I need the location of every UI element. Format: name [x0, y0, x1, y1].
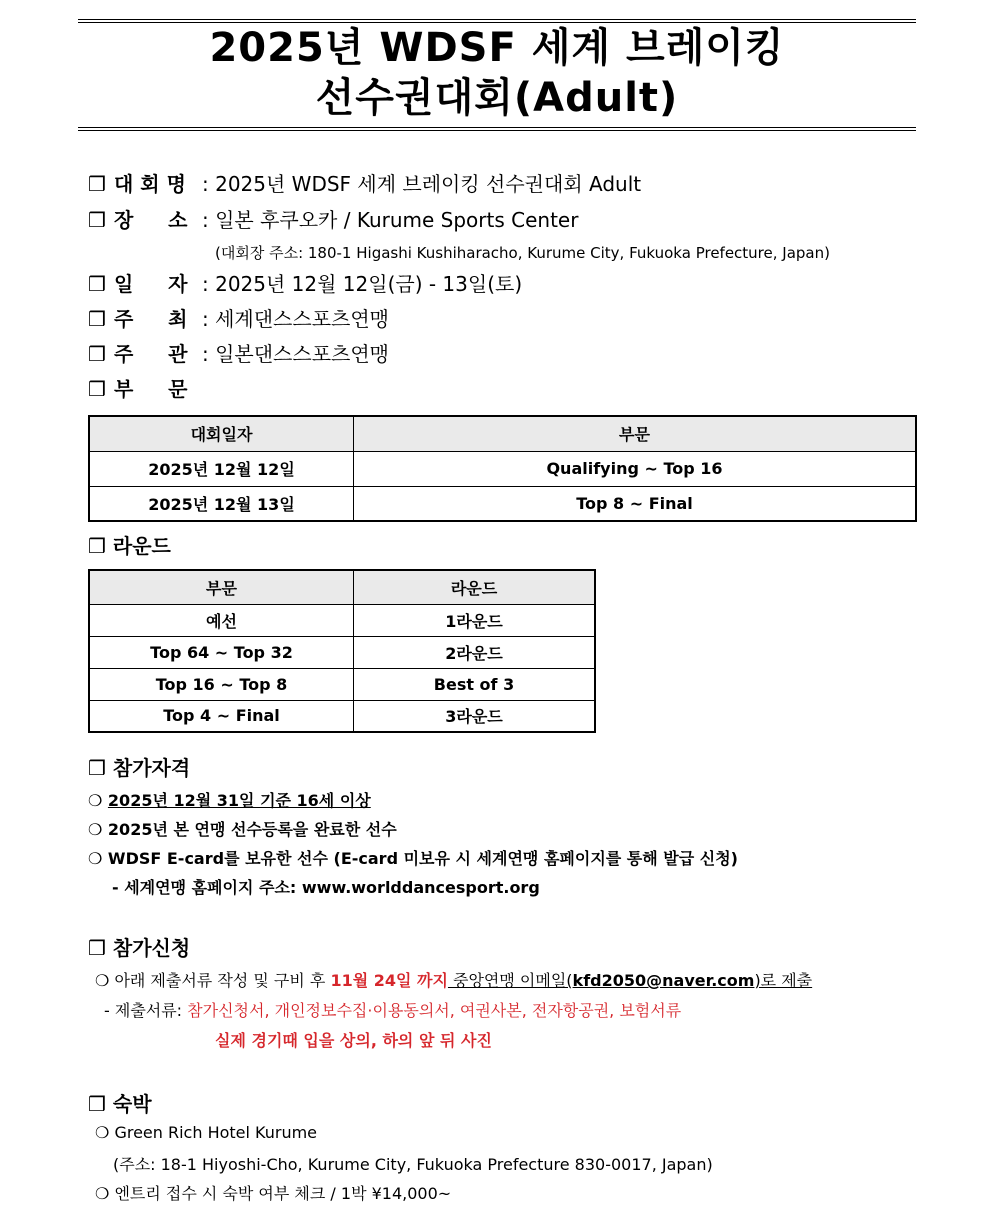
eligibility-item	[88, 788, 371, 811]
table-row	[89, 451, 916, 486]
info-label: 장 소	[114, 208, 188, 232]
info-label: 대 회 명	[114, 172, 186, 196]
venue-address: (대회장 주소: 180-1 Higashi Kushiharacho, Kurume City, Fukuoka Prefecture, Japan)	[215, 244, 830, 262]
info-label: 일 자	[114, 272, 188, 296]
circle-bullet-icon: ❍	[95, 1123, 110, 1142]
schedule-table	[88, 415, 917, 522]
round-table	[88, 569, 596, 733]
documents-label: - 제출서류:	[104, 1001, 188, 1020]
table-cell: 2025년 12월 13일	[89, 486, 354, 521]
email-link[interactable]: kfd2050@naver.com	[572, 971, 755, 990]
table-header: 부문	[354, 416, 917, 451]
table-cell: Best of 3	[354, 668, 596, 700]
square-bullet-icon: ❒	[88, 1092, 106, 1116]
eligibility-item	[88, 846, 738, 869]
info-row-division	[88, 377, 202, 401]
section-title: 라운드	[112, 534, 171, 558]
table-row	[89, 668, 595, 700]
eligibility-age: 2025년 12월 31일 기준 16세 이상	[107, 791, 371, 810]
circle-bullet-icon: ❍	[88, 820, 103, 839]
square-bullet-icon: ❒	[88, 534, 106, 558]
application-heading	[88, 932, 190, 961]
table-cell: 3라운드	[354, 700, 596, 732]
title-block	[78, 19, 916, 131]
table-cell: Top 64 ~ Top 32	[89, 636, 354, 668]
info-row-organizer	[88, 342, 389, 366]
info-value: : 일본 후쿠오카 / Kurume Sports Center	[202, 208, 579, 232]
table-cell: 예선	[89, 604, 354, 636]
info-value: : 2025년 WDSF 세계 브레이킹 선수권대회 Adult	[202, 172, 642, 196]
title-line-2: 선수권대회(Adult)	[315, 75, 679, 121]
square-bullet-icon: ❒	[88, 936, 106, 960]
table-cell: Qualifying ~ Top 16	[354, 451, 917, 486]
application-text: 아래 제출서류 작성 및 구비 후	[114, 971, 331, 990]
documents-photo: 실제 경기때 입을 상의, 하의 앞 뒤 사진	[215, 1031, 492, 1050]
info-row-venue	[88, 208, 578, 232]
section-title: 숙박	[112, 1092, 152, 1116]
circle-bullet-icon: ❍	[95, 971, 110, 990]
accommodation-heading	[88, 1088, 152, 1117]
table-row	[89, 700, 595, 732]
square-bullet-icon: ❒	[88, 272, 106, 296]
table-cell: 1라운드	[354, 604, 596, 636]
deadline-text: 11월 24일 까지	[330, 971, 448, 990]
table-cell: Top 8 ~ Final	[354, 486, 917, 521]
entry-line	[95, 1181, 451, 1204]
table-row	[89, 486, 916, 521]
application-text: 중앙연맹 이메일(	[447, 971, 573, 990]
application-text: )로 제출	[754, 971, 813, 990]
table-header-row	[89, 416, 916, 451]
info-value: : 2025년 12월 12일(금) - 13일(토)	[202, 272, 523, 296]
table-cell: Top 16 ~ Top 8	[89, 668, 354, 700]
hotel-name: Green Rich Hotel Kurume	[114, 1123, 318, 1142]
info-value: : 세계댄스스포츠연맹	[202, 307, 389, 331]
eligibility-heading	[88, 752, 190, 781]
eligibility-ecard: WDSF E-card를 보유한 선수 (E-card 미보유 시 세계연맹 홈페이지를 통해 발급 신청)	[107, 849, 738, 868]
table-header-row	[89, 570, 595, 604]
documents-line	[104, 998, 681, 1021]
info-value: : 일본댄스스포츠연맹	[202, 342, 389, 366]
info-row-event-name	[88, 172, 641, 196]
table-row	[89, 636, 595, 668]
square-bullet-icon: ❒	[88, 377, 106, 401]
info-label: 주 관	[114, 342, 188, 366]
info-label: 주 최	[114, 307, 188, 331]
section-title: 참가신청	[112, 936, 191, 960]
square-bullet-icon: ❒	[88, 342, 106, 366]
section-title: 참가자격	[112, 756, 191, 780]
circle-bullet-icon: ❍	[88, 791, 103, 810]
eligibility-registration: 2025년 본 연맹 선수등록을 완료한 선수	[107, 820, 397, 839]
entry-text: 엔트리 접수 시 숙박 여부 체크 / 1박 ¥14,000~	[114, 1184, 452, 1203]
info-row-host	[88, 307, 389, 331]
hotel-line	[95, 1123, 317, 1142]
info-label: 부 문	[114, 377, 188, 401]
title-line-1: 2025년 WDSF 세계 브레이킹	[209, 25, 785, 71]
hotel-address: (주소: 18-1 Hiyoshi-Cho, Kurume City, Fukuoka Prefecture 830-0017, Japan)	[113, 1155, 713, 1174]
table-header: 라운드	[354, 570, 596, 604]
circle-bullet-icon: ❍	[95, 1184, 110, 1203]
table-row	[89, 604, 595, 636]
square-bullet-icon: ❒	[88, 208, 106, 232]
info-row-date	[88, 272, 522, 296]
round-heading	[88, 530, 171, 559]
application-line	[95, 968, 812, 991]
table-cell: 2라운드	[354, 636, 596, 668]
table-header: 부문	[89, 570, 354, 604]
table-cell: Top 4 ~ Final	[89, 700, 354, 732]
square-bullet-icon: ❒	[88, 307, 106, 331]
table-header: 대회일자	[89, 416, 354, 451]
square-bullet-icon: ❒	[88, 172, 106, 196]
table-cell: 2025년 12월 12일	[89, 451, 354, 486]
homepage-link[interactable]: - 세계연맹 홈페이지 주소: www.worlddancesport.org	[112, 878, 540, 897]
square-bullet-icon: ❒	[88, 756, 106, 780]
circle-bullet-icon: ❍	[88, 849, 103, 868]
eligibility-item	[88, 817, 397, 840]
documents-list: 참가신청서, 개인정보수집·이용동의서, 여권사본, 전자항공권, 보험서류	[187, 1001, 682, 1020]
